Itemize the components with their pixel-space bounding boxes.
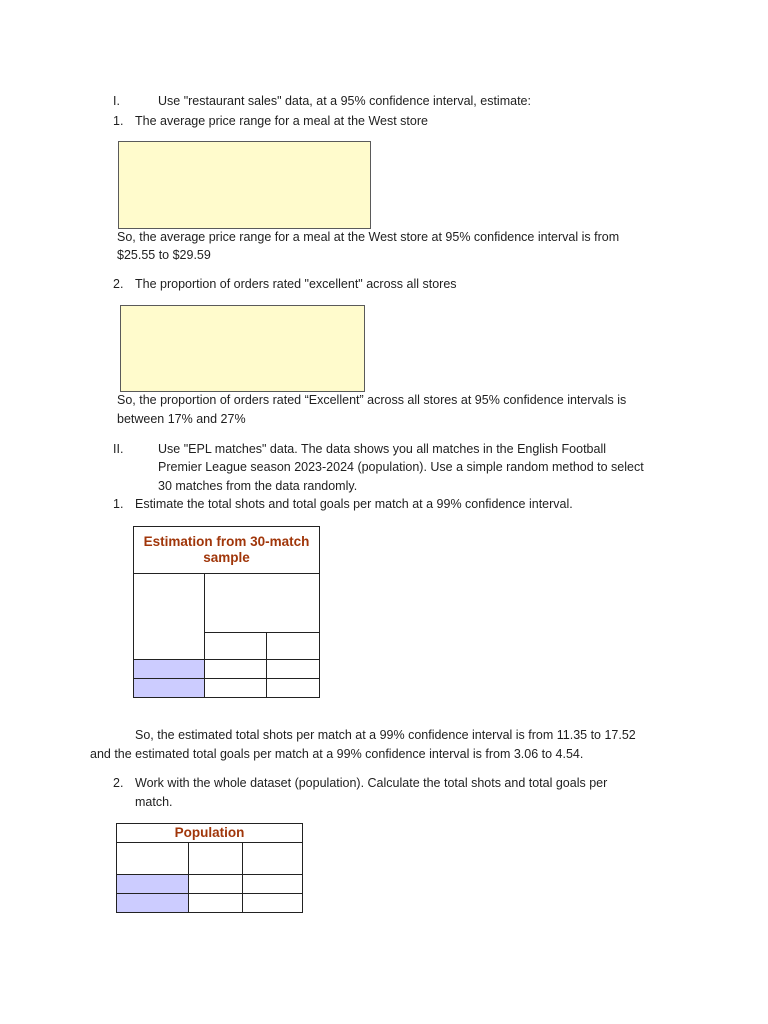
s1-q2-number: 2. (113, 277, 124, 291)
table1-title-line1: Estimation from 30-match (143, 534, 310, 549)
s1-q2-answer-image-placeholder (120, 305, 365, 392)
s1-q2-answer-line1: So, the proportion of orders rated “Excellent” across all stores at 95% confidence intervals is (117, 393, 627, 407)
s2-q2-text-line1: Work with the whole dataset (population). Calculate the total shots and total goals per (135, 776, 608, 790)
s1-q1-number: 1. (113, 114, 124, 128)
table2-title: Population (174, 825, 245, 840)
s2-q2-text-line2: match. (135, 795, 173, 809)
section2-heading-line3: 30 matches from the data randomly. (158, 479, 358, 493)
s2-q1-number: 1. (113, 497, 124, 511)
table1-highlight-cell (133, 659, 204, 678)
section2-heading-line2: Premier League season 2023-2024 (population). Use a simple random method to select (158, 460, 644, 474)
section2-numeral: II. (113, 442, 124, 456)
table2-highlight-cell (116, 893, 188, 912)
section2-heading-line1: Use "EPL matches" data. The data shows you all matches in the English Football (158, 442, 607, 456)
s1-q1-answer-line2: $25.55 to $29.59 (117, 248, 211, 262)
table1-highlight-cell (133, 678, 204, 697)
s1-q1-text: The average price range for a meal at the West store (135, 114, 428, 128)
s2-q1-text: Estimate the total shots and total goals per match at a 99% confidence interval. (135, 497, 573, 511)
s1-q2-answer-line2: between 17% and 27% (117, 412, 246, 426)
s2-q1-answer-line1: So, the estimated total shots per match at a 99% confidence interval is from 11.35 to 17.52 (135, 728, 636, 742)
s2-q2-number: 2. (113, 776, 124, 790)
section1-numeral: I. (113, 94, 120, 108)
s2-q1-answer-line2: and the estimated total goals per match at a 99% confidence interval is from 3.06 to 4.54. (90, 747, 584, 761)
s1-q2-text: The proportion of orders rated "excellent" across all stores (135, 277, 457, 291)
table2-highlight-cell (116, 874, 188, 893)
table1-title-line2: sample (203, 550, 250, 565)
s1-q1-answer-line1: So, the average price range for a meal at the West store at 95% confidence interval is from (117, 230, 620, 244)
section1-heading: Use "restaurant sales" data, at a 95% confidence interval, estimate: (158, 94, 531, 108)
s1-q1-answer-image-placeholder (118, 141, 371, 229)
